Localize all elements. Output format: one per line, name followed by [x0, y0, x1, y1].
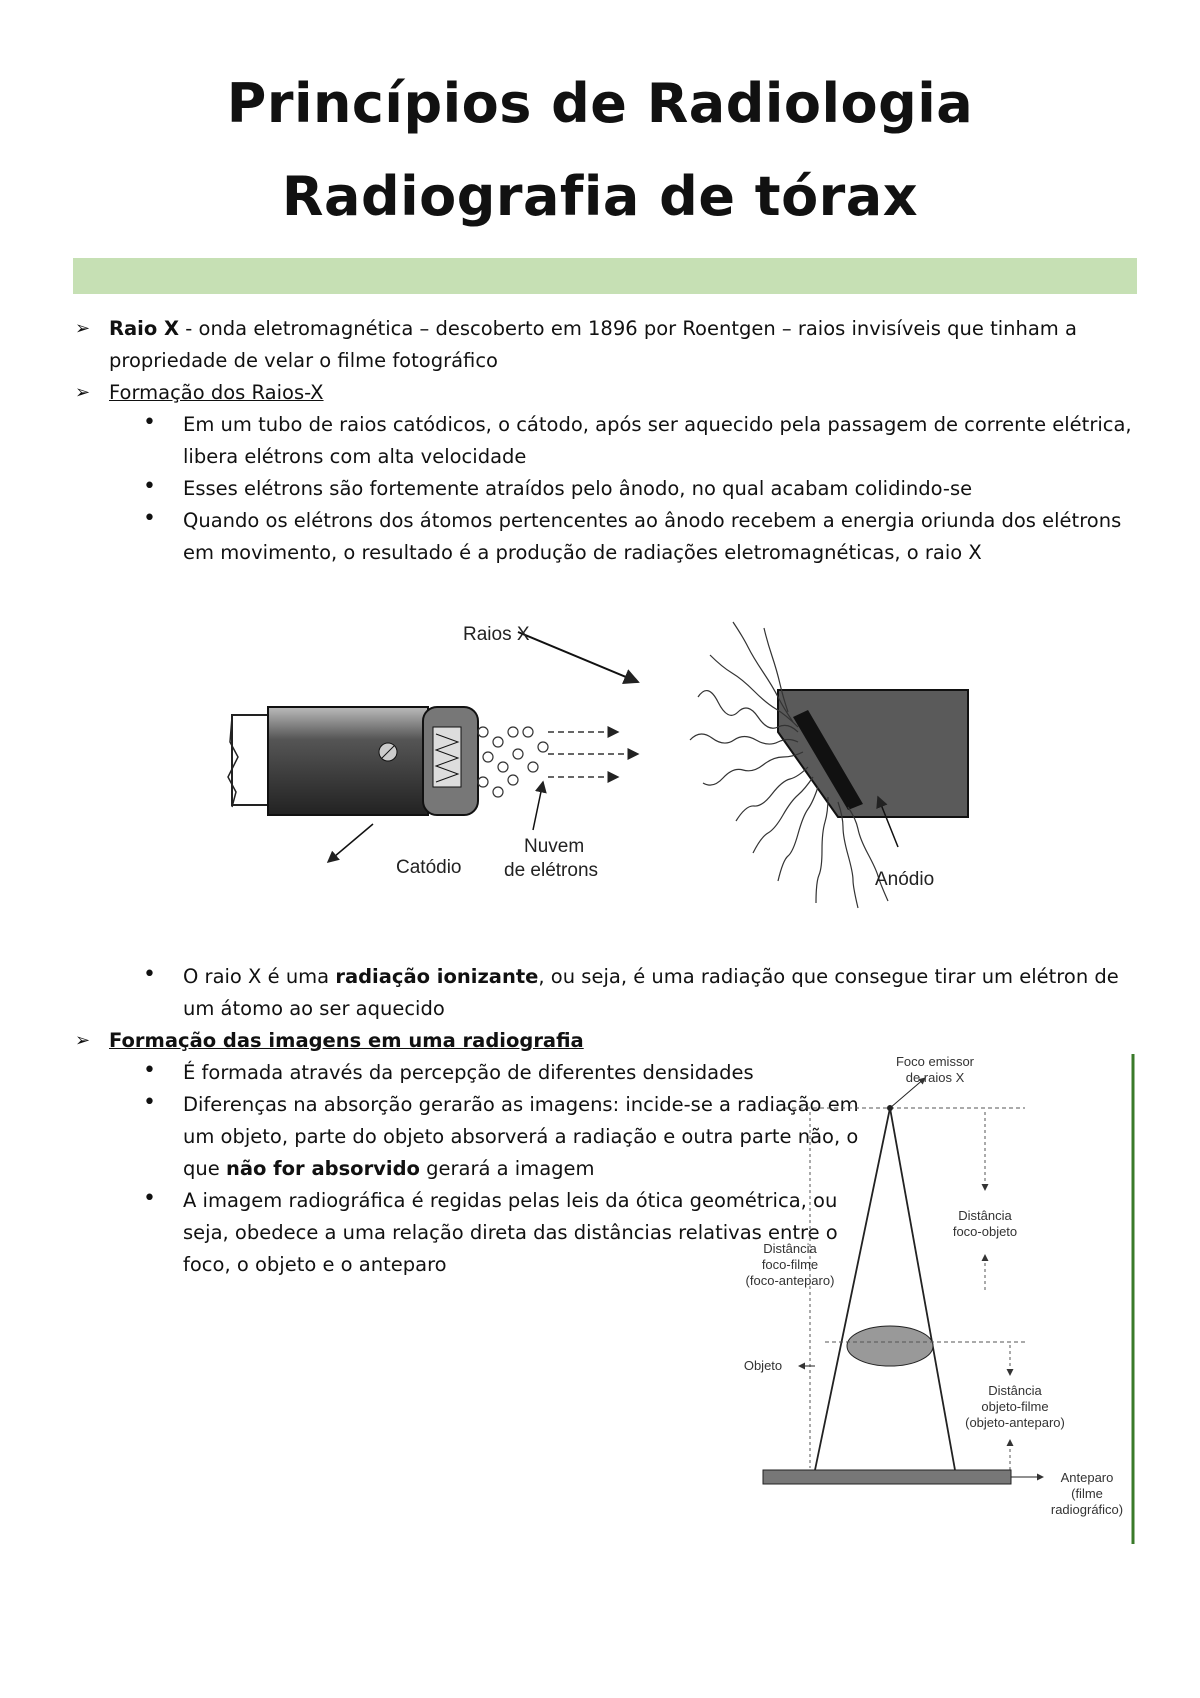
bullet-dot-icon: •	[143, 962, 156, 987]
page-subtitle: Radiografia de tórax	[281, 165, 919, 228]
section-heading-formacao-raios: Formação dos Raios-X	[109, 381, 324, 404]
bullet-dot-icon: •	[143, 1186, 156, 1211]
label-raios-x: Raios X	[463, 624, 530, 645]
bullet-item	[73, 961, 1143, 1025]
label-foco-objeto: foco-objeto	[952, 1224, 1018, 1239]
label-anteparo: Anteparo	[1060, 1470, 1114, 1485]
arrow-bullet-icon: ➢	[75, 382, 91, 403]
label-distancia: Distância	[988, 1383, 1042, 1398]
cathode-cap	[232, 715, 272, 805]
label-foco-filme: foco-filme	[761, 1257, 819, 1272]
label-objeto: Objeto	[743, 1358, 783, 1373]
bullet-dot-icon: •	[143, 410, 156, 435]
label-anodio: Anódio	[875, 869, 935, 890]
page-title: Princípios de Radiologia	[226, 72, 974, 135]
xray-tube-figure	[218, 582, 988, 952]
label-distancia: Distância	[763, 1241, 817, 1256]
label-de-raios-x: de raios X	[905, 1070, 965, 1085]
bullet-text: Em um tubo de raios catódicos, o cátodo, após ser aquecido pela passagem de corrente elétrica, libera elétrons com alta velocidade	[183, 413, 1132, 468]
label-nuvem: Nuvem	[524, 836, 585, 857]
electron-arrows	[548, 732, 638, 777]
bullet-text: gerará a imagem	[419, 1157, 595, 1180]
film-plate	[763, 1470, 1011, 1484]
arrow-bullet-icon: ➢	[75, 1030, 91, 1051]
bullet-text: Esses elétrons são fortemente atraídos pelo ânodo, no qual acabam colidindo-se	[183, 477, 973, 500]
bullet-dot-icon: •	[143, 474, 156, 499]
section-heading-formacao-imagens: Formação das imagens em uma radiografia	[109, 1029, 584, 1052]
beam-left	[815, 1108, 890, 1470]
green-divider-bar	[73, 258, 1137, 294]
label-radiografico: radiográfico)	[1050, 1502, 1124, 1517]
bullet-item	[73, 409, 1143, 473]
term-raio-x: Raio X	[109, 317, 180, 340]
bullet-dot-icon: •	[143, 506, 156, 531]
bullet-text: A imagem radiográfica é regidas pelas leis da ótica geométrica, ou seja, obedece a uma relação direta das distâncias relativas entre o foco, o objeto e o anteparo	[183, 1189, 838, 1276]
bullet-dot-icon: •	[143, 1058, 156, 1083]
bullet-item	[73, 473, 1143, 505]
label-foco-anteparo: (foco-anteparo)	[745, 1273, 835, 1288]
anode-block	[778, 690, 968, 817]
arrow-bullet-icon: ➢	[75, 318, 91, 339]
label-distancia: Distância	[958, 1208, 1012, 1223]
label-objeto-anteparo: (objeto-anteparo)	[965, 1415, 1065, 1430]
label-de-eletrons: de elétrons	[504, 860, 599, 881]
label-filme: (filme	[1071, 1486, 1103, 1501]
electron-cloud	[478, 727, 548, 797]
radiography-geometry-figure	[725, 1050, 1135, 1550]
cathode-body	[268, 707, 428, 815]
bullet-text: Quando os elétrons dos átomos pertencentes ao ânodo recebem a energia oriunda dos elétrons em movimento, o resultado é a produção de radiações eletromagnéticas, o raio X	[183, 509, 1122, 564]
label-foco-emissor: Foco emissor	[895, 1054, 975, 1069]
bullet-dot-icon: •	[143, 1090, 156, 1115]
raio-x-definition: - onda eletromagnética – descoberto em 1896 por Roentgen – raios invisíveis que tinham a propriedade de velar o filme fotográfico	[109, 317, 1077, 372]
label-objeto-filme: objeto-filme	[981, 1399, 1049, 1414]
bullet-text: , ou seja, é uma radiação que consegue tirar um elétron de um átomo ao ser aquecido	[183, 965, 1119, 1020]
object-ellipse	[847, 1326, 933, 1366]
term-nao-absorvido: não for absorvido	[225, 1157, 420, 1180]
bullet-text: Diferenças na absorção gerarão as imagens: incide-se a radiação em um objeto, parte do objeto absorverá a radiação e outra parte não, o que	[183, 1093, 859, 1180]
list-item-raio-x	[73, 313, 1143, 377]
list-item-formacao-raios	[73, 377, 1143, 409]
term-radiacao-ionizante: radiação ionizante	[335, 965, 539, 988]
bullet-item	[73, 505, 1143, 569]
bullet-text: É formada através da percepção de diferentes densidades	[183, 1061, 754, 1084]
beam-right	[890, 1108, 955, 1470]
label-catodio: Catódio	[396, 857, 462, 878]
bullet-text: O raio X é uma	[183, 965, 336, 988]
